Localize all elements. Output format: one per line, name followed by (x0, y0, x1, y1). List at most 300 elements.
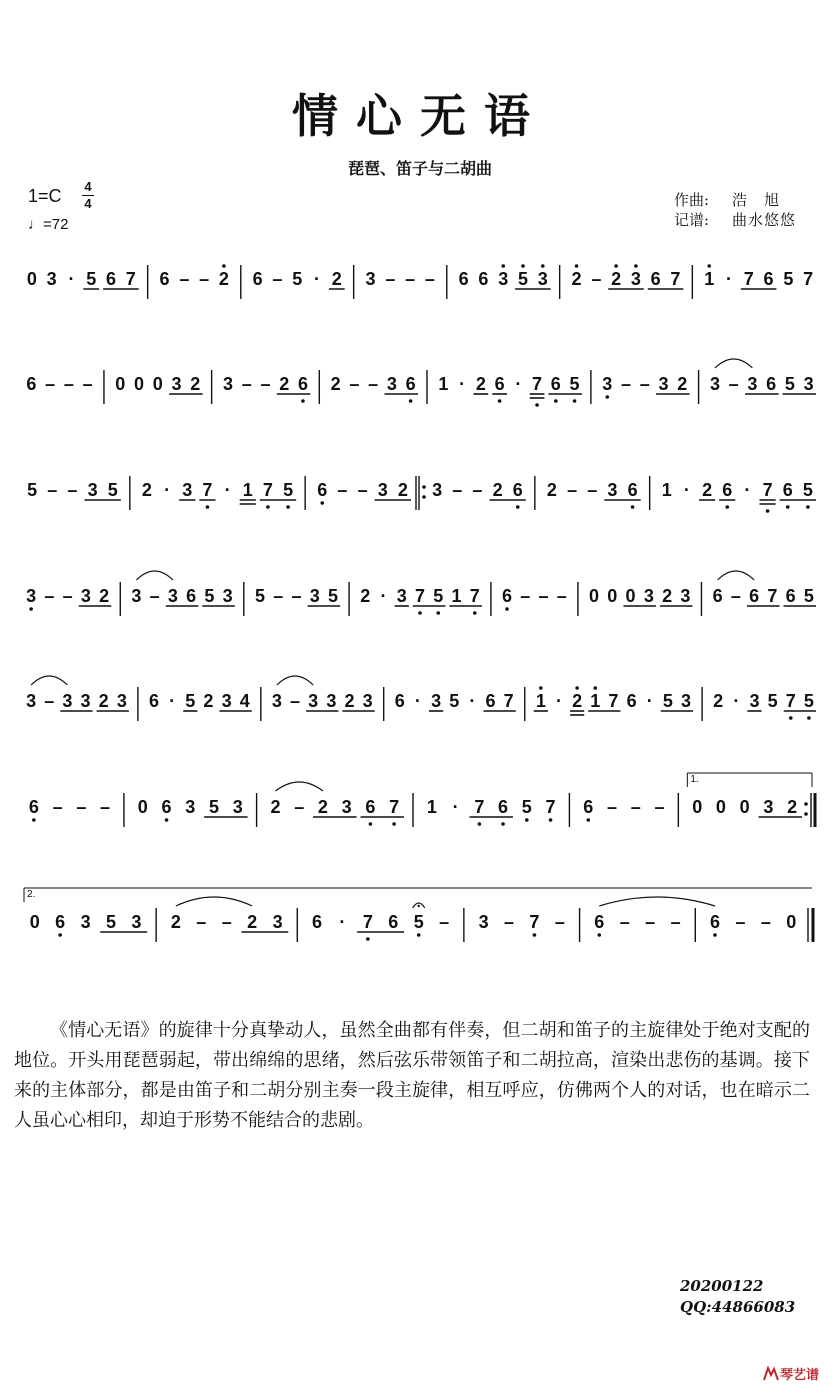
note: 0 (134, 374, 145, 394)
note: 0 (589, 586, 600, 606)
note: 7 (762, 480, 773, 500)
note: 6 (627, 480, 638, 500)
site-logo-text: 琴艺谱 (780, 1367, 820, 1382)
note: 3 (431, 691, 442, 711)
note: 5 (517, 269, 529, 289)
lower-octave-dot (436, 611, 440, 615)
lower-octave-dot (366, 937, 370, 941)
note: 2 (99, 586, 110, 606)
repeat-dot (804, 812, 808, 816)
note: 3 (26, 691, 37, 711)
note: 5 (803, 691, 814, 711)
dash: – (290, 691, 301, 711)
note: 6 (594, 912, 605, 932)
note: 7 (262, 480, 273, 500)
dash: – (349, 374, 360, 394)
dash: – (730, 586, 741, 606)
upper-octave-dot (539, 686, 543, 690)
note: 0 (786, 912, 797, 932)
note: 3 (185, 797, 196, 817)
note: 6 (722, 480, 733, 500)
note: 5 (185, 691, 196, 711)
note: 2 (713, 691, 724, 711)
note: 3 (80, 691, 91, 711)
note: 2 (397, 480, 408, 500)
lower-octave-dot (473, 611, 477, 615)
lower-octave-dot (369, 822, 373, 826)
note: 2 (331, 269, 342, 289)
note: 5 (107, 480, 118, 500)
note: 7 (545, 797, 556, 817)
note: 5 (327, 586, 338, 606)
dash: – (337, 480, 348, 500)
lower-octave-dot (533, 933, 537, 937)
note: 3 (309, 586, 320, 606)
dash: – (405, 269, 416, 289)
dot: · (683, 480, 690, 500)
upper-octave-dot (501, 264, 505, 268)
dash: – (735, 912, 746, 932)
note: 6 (388, 912, 399, 932)
time-signature-bottom: 4 (84, 196, 92, 211)
note: 2 (203, 691, 214, 711)
note: 0 (625, 586, 636, 606)
note: 6 (159, 269, 170, 289)
lower-octave-dot (58, 933, 62, 937)
dash: – (291, 586, 302, 606)
dash: – (272, 269, 283, 289)
note: 7 (767, 586, 778, 606)
repeat-dot (804, 802, 808, 806)
note: 3 (272, 912, 283, 932)
note: 1 (242, 480, 253, 500)
dash: – (760, 912, 771, 932)
note: 6 (105, 269, 117, 289)
note: 5 (784, 374, 795, 394)
dot: · (452, 797, 459, 817)
note: 1 (438, 374, 449, 394)
dot: · (314, 269, 320, 289)
note: 7 (670, 269, 681, 289)
note: 6 (709, 912, 721, 932)
note: 3 (607, 480, 618, 500)
note: 7 (202, 480, 213, 500)
upper-octave-dot (575, 264, 579, 268)
dash: – (82, 374, 93, 394)
lower-octave-dot (535, 403, 539, 407)
lower-octave-dot (409, 399, 413, 403)
note: 5 (292, 269, 303, 289)
lower-octave-dot (501, 822, 505, 826)
slur-tie (275, 782, 322, 791)
upper-octave-dot (541, 264, 545, 268)
note: 7 (469, 586, 480, 606)
note: 6 (626, 691, 637, 711)
note: 7 (529, 912, 540, 932)
dash: – (670, 912, 681, 932)
note: 3 (498, 269, 509, 289)
note: 3 (80, 586, 91, 606)
dot: · (164, 480, 171, 500)
note: 5 (783, 269, 794, 289)
note: 3 (308, 691, 319, 711)
note: 7 (414, 586, 426, 606)
note: 6 (782, 480, 793, 500)
note: 2 (475, 374, 486, 394)
site-logo (762, 1364, 819, 1383)
fermata-dot (418, 905, 420, 907)
dash: – (630, 797, 641, 817)
lower-octave-dot (554, 399, 558, 403)
note: 3 (326, 691, 337, 711)
note: 6 (749, 586, 760, 606)
note: 1 (451, 586, 462, 606)
dash: – (385, 269, 396, 289)
dash: – (567, 480, 578, 500)
note: 7 (389, 797, 400, 817)
note: 7 (743, 269, 754, 289)
lower-octave-dot (165, 818, 169, 822)
dash: – (503, 912, 515, 932)
note: 5 (105, 912, 117, 932)
note: 2 (677, 374, 688, 394)
dot: · (414, 691, 421, 711)
note: 1 (590, 691, 601, 711)
note: 6 (583, 797, 594, 817)
note: 6 (485, 691, 496, 711)
note: 1 (426, 797, 437, 817)
lower-octave-dot (418, 611, 422, 615)
dash: – (619, 912, 630, 932)
lower-octave-dot (605, 395, 609, 399)
note: 7 (532, 374, 543, 394)
dash: – (52, 797, 63, 817)
note: 6 (512, 480, 523, 500)
note: 5 (802, 480, 813, 500)
upper-octave-dot (707, 264, 711, 268)
note: 3 (658, 374, 669, 394)
note: 3 (341, 797, 352, 817)
note: 6 (394, 691, 405, 711)
note: 0 (152, 374, 163, 394)
note: 7 (362, 912, 373, 932)
lower-octave-dot (631, 505, 635, 509)
note: 6 (766, 374, 777, 394)
dash: – (76, 797, 87, 817)
dot: · (515, 374, 522, 394)
dash: – (357, 480, 368, 500)
subtitle: 琵琶、笛子与二胡曲 (347, 159, 492, 178)
slur-tie (277, 676, 313, 685)
note: 6 (478, 269, 489, 289)
note: 3 (271, 691, 282, 711)
key-signature: 1=C (28, 186, 62, 206)
note: 7 (785, 691, 796, 711)
note: 6 (763, 269, 774, 289)
dash: – (221, 912, 232, 932)
note: 7 (608, 691, 619, 711)
dash: – (44, 586, 55, 606)
lower-octave-dot (713, 933, 717, 937)
note: 3 (386, 374, 397, 394)
note: 7 (503, 691, 514, 711)
lower-octave-dot (505, 607, 509, 611)
dot: · (555, 691, 562, 711)
upper-octave-dot (593, 686, 597, 690)
note: 3 (222, 586, 233, 606)
transcriber-name: 曲水悠悠 (732, 211, 797, 229)
repeat-dot (422, 485, 426, 489)
note: 0 (26, 269, 37, 289)
dash: – (241, 374, 252, 394)
note: 6 (650, 269, 661, 289)
dash: – (728, 374, 739, 394)
note: 1 (535, 691, 546, 711)
note: 5 (27, 480, 38, 500)
note: 0 (29, 912, 40, 932)
upper-octave-dot (222, 264, 226, 268)
note: 2 (360, 586, 371, 606)
slur-tie (599, 897, 715, 906)
dot: · (380, 586, 387, 606)
note: 3 (709, 374, 720, 394)
note: 0 (692, 797, 703, 817)
volta-number: 1. (690, 774, 699, 785)
note: 7 (474, 797, 485, 817)
note: 1 (704, 269, 715, 289)
dot: · (459, 374, 466, 394)
note: 0 (607, 586, 618, 606)
lower-octave-dot (392, 822, 396, 826)
dash: – (452, 480, 463, 500)
note: 2 (190, 374, 201, 394)
lower-octave-dot (525, 818, 529, 822)
note: 2 (247, 912, 258, 932)
dash: – (196, 912, 207, 932)
note: 3 (116, 691, 127, 711)
lower-octave-dot (29, 607, 33, 611)
note: 5 (449, 691, 460, 711)
lower-octave-dot (549, 818, 553, 822)
note: 0 (115, 374, 126, 394)
note: 3 (747, 374, 758, 394)
dash: – (439, 912, 450, 932)
note: 3 (167, 586, 178, 606)
note: 5 (413, 912, 424, 932)
note: 2 (98, 691, 109, 711)
lower-octave-dot (597, 933, 601, 937)
dash: – (654, 797, 665, 817)
note: 3 (630, 269, 641, 289)
dash: – (44, 691, 55, 711)
page-title: 情心无语 (292, 89, 548, 143)
note: 3 (87, 480, 98, 500)
dash: – (63, 374, 74, 394)
dash: – (294, 797, 305, 817)
quarter-note-icon: ♩ (28, 216, 43, 233)
note: 5 (283, 480, 294, 500)
lower-octave-dot (807, 716, 811, 720)
dash: – (538, 586, 549, 606)
note: 6 (498, 797, 509, 817)
date-stamp: 20200122 (680, 1277, 764, 1295)
note: 6 (161, 797, 172, 817)
note: 3 (171, 374, 182, 394)
dash: – (47, 480, 58, 500)
note: 5 (433, 586, 444, 606)
tempo-value: =72 (43, 216, 69, 233)
note: 2 (317, 797, 328, 817)
note: 6 (317, 480, 328, 500)
lower-octave-dot (725, 505, 729, 509)
lower-octave-dot (286, 505, 290, 509)
dot: · (646, 691, 653, 711)
note: 3 (46, 269, 57, 289)
dash: – (260, 374, 271, 394)
dot: · (224, 480, 231, 500)
note: 3 (131, 586, 142, 606)
dash: – (556, 586, 567, 606)
note: 6 (55, 912, 66, 932)
dash: – (199, 269, 210, 289)
dash: – (591, 269, 602, 289)
dot: · (68, 269, 75, 289)
note: 0 (715, 797, 726, 817)
dash: – (368, 374, 379, 394)
note: 5 (86, 269, 97, 289)
note: 3 (680, 586, 691, 606)
composer-name: 浩 旭 (732, 191, 781, 209)
lower-octave-dot (806, 505, 810, 509)
note: 3 (221, 691, 232, 711)
dash: – (606, 797, 618, 817)
lower-octave-dot (789, 716, 793, 720)
note: 3 (222, 374, 234, 394)
note: 3 (377, 480, 388, 500)
note: 5 (569, 374, 580, 394)
slur-tie (718, 571, 755, 580)
note: 3 (478, 912, 489, 932)
note: 2 (141, 480, 152, 500)
note: 3 (182, 480, 193, 500)
note: 5 (204, 586, 215, 606)
note: 4 (239, 691, 250, 711)
lower-octave-dot (301, 399, 305, 403)
note: 2 (787, 797, 798, 817)
note: 3 (80, 912, 91, 932)
note: 2 (662, 586, 673, 606)
note: 2 (344, 691, 355, 711)
dash: – (45, 374, 56, 394)
lower-octave-dot (32, 818, 36, 822)
note: 3 (749, 691, 760, 711)
note: 3 (131, 912, 142, 932)
dot: · (733, 691, 740, 711)
note: 2 (571, 269, 582, 289)
note: 3 (803, 374, 814, 394)
repeat-dot (422, 495, 426, 499)
note: 2 (279, 374, 290, 394)
note: 6 (494, 374, 505, 394)
note: 5 (208, 797, 220, 817)
time-signature-top: 4 (84, 179, 92, 194)
note: 6 (458, 269, 469, 289)
note: 2 (170, 912, 181, 932)
note: 3 (681, 691, 692, 711)
dash: – (645, 912, 656, 932)
transcriber-label: 记谱: (674, 211, 710, 229)
note: 6 (252, 269, 263, 289)
note: 3 (763, 797, 774, 817)
note: 6 (550, 374, 561, 394)
note: 2 (702, 480, 713, 500)
lower-octave-dot (573, 399, 577, 403)
lower-octave-dot (266, 505, 270, 509)
note: 3 (537, 269, 548, 289)
dash: – (273, 586, 284, 606)
volta-number: 2. (27, 889, 36, 900)
dash: – (62, 586, 73, 606)
dot: · (169, 691, 176, 711)
dot: · (469, 691, 476, 711)
dash: – (472, 480, 483, 500)
note: 2 (611, 269, 622, 289)
dash: – (149, 586, 160, 606)
upper-octave-dot (575, 686, 579, 690)
lower-octave-dot (766, 509, 770, 513)
note: 6 (311, 912, 323, 932)
note: 6 (365, 797, 376, 817)
note: 6 (297, 374, 308, 394)
note: 6 (186, 586, 197, 606)
note: 3 (362, 691, 373, 711)
note: 6 (785, 586, 796, 606)
upper-octave-dot (521, 264, 525, 268)
music-logo-icon (762, 1366, 780, 1382)
slur-tie (176, 897, 252, 906)
note: 5 (254, 586, 265, 606)
note: 6 (405, 374, 416, 394)
note: 5 (803, 586, 814, 606)
note: 3 (643, 586, 654, 606)
lower-octave-dot (478, 822, 482, 826)
note: 3 (396, 586, 407, 606)
lower-octave-dot (516, 505, 520, 509)
note: 2 (546, 480, 557, 500)
note: 3 (62, 691, 73, 711)
dash: – (100, 797, 111, 817)
note: 0 (739, 797, 750, 817)
note: 7 (803, 269, 814, 289)
dot: · (339, 912, 346, 932)
lower-octave-dot (320, 501, 324, 505)
note: 6 (502, 586, 513, 606)
dot: · (744, 480, 751, 500)
dash: – (639, 374, 650, 394)
note: 7 (125, 269, 136, 289)
slur-tie (136, 571, 173, 580)
note: 6 (26, 374, 37, 394)
note: 3 (26, 586, 37, 606)
note: 2 (330, 374, 341, 394)
note: 3 (365, 269, 376, 289)
composer-label: 作曲: (674, 191, 710, 209)
dash: – (620, 374, 632, 394)
upper-octave-dot (614, 264, 618, 268)
dash: – (587, 480, 598, 500)
note: 2 (492, 480, 503, 500)
dash: – (424, 269, 435, 289)
